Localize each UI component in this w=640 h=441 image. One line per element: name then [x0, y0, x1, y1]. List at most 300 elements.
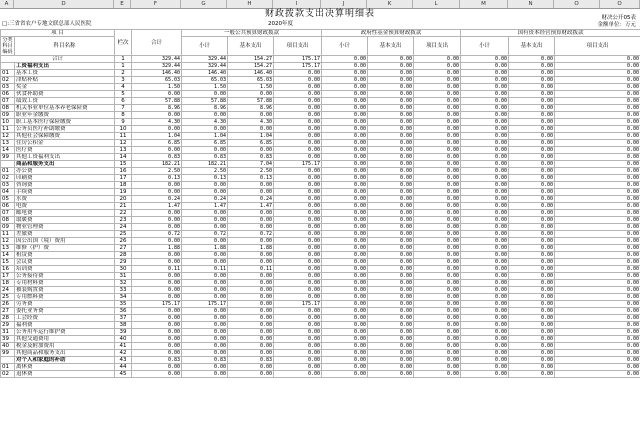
general-subtotal-cell[interactable]: 182.21: [182, 161, 228, 168]
soe-basic-cell[interactable]: 0.00: [509, 266, 555, 273]
general-project-cell[interactable]: 0.00: [274, 77, 322, 84]
general-basic-cell[interactable]: 0.00: [228, 252, 274, 259]
fund-project-cell[interactable]: 0.00: [414, 259, 461, 266]
soe-subtotal-cell[interactable]: 0.00: [461, 224, 509, 231]
column-header-cell[interactable]: K: [367, 0, 413, 8]
soe-subtotal-cell[interactable]: 0.00: [461, 364, 509, 371]
general-subtotal-cell[interactable]: 0.00: [182, 189, 228, 196]
column-header-cell[interactable]: M: [460, 0, 508, 8]
soe-subtotal-cell[interactable]: 0.00: [461, 119, 509, 126]
soe-basic-cell[interactable]: 0.00: [509, 301, 555, 308]
total-cell[interactable]: 0.00: [132, 182, 182, 189]
subject-name-cell[interactable]: 奖金: [15, 84, 115, 91]
general-basic-cell[interactable]: 0.00: [228, 91, 274, 98]
fund-subtotal-cell[interactable]: 0.00: [322, 91, 368, 98]
soe-basic-cell[interactable]: 0.00: [509, 182, 555, 189]
soe-subtotal-cell[interactable]: 0.00: [461, 133, 509, 140]
fund-basic-cell[interactable]: 0.00: [368, 91, 414, 98]
general-project-cell[interactable]: 0.00: [274, 119, 322, 126]
general-project-cell[interactable]: 0.00: [274, 126, 322, 133]
column-header-cell[interactable]: E: [114, 0, 131, 8]
soe-project-cell[interactable]: 0.00: [555, 112, 640, 119]
subject-code-cell[interactable]: 29: [1, 322, 15, 329]
col-no-cell[interactable]: 12: [115, 140, 132, 147]
soe-project-cell[interactable]: 0.00: [555, 280, 640, 287]
general-basic-cell[interactable]: 0.00: [228, 301, 274, 308]
soe-subtotal-cell[interactable]: 0.00: [461, 217, 509, 224]
soe-basic-cell[interactable]: 0.00: [509, 371, 555, 378]
soe-subtotal-cell[interactable]: 0.00: [461, 175, 509, 182]
subject-code-cell[interactable]: 06: [1, 203, 15, 210]
col-no-cell[interactable]: 25: [115, 231, 132, 238]
fund-subtotal-cell[interactable]: 0.00: [322, 301, 368, 308]
general-subtotal-cell[interactable]: 0.00: [182, 273, 228, 280]
general-subtotal-cell[interactable]: 0.83: [182, 154, 228, 161]
total-cell[interactable]: 1.50: [132, 84, 182, 91]
fund-subtotal-cell[interactable]: 0.00: [322, 126, 368, 133]
general-subtotal-cell[interactable]: 0.00: [182, 91, 228, 98]
general-project-cell[interactable]: 175.17: [274, 301, 322, 308]
total-cell[interactable]: 0.00: [132, 371, 182, 378]
soe-project-cell[interactable]: 0.00: [555, 147, 640, 154]
total-cell[interactable]: 2.50: [132, 168, 182, 175]
general-subtotal-cell[interactable]: 175.17: [182, 301, 228, 308]
soe-basic-cell[interactable]: 0.00: [509, 112, 555, 119]
general-subtotal-cell[interactable]: 0.00: [182, 364, 228, 371]
fund-subtotal-cell[interactable]: 0.00: [322, 357, 368, 364]
fund-project-cell[interactable]: 0.00: [414, 252, 461, 259]
general-project-cell[interactable]: 0.00: [274, 336, 322, 343]
soe-basic-cell[interactable]: 0.00: [509, 133, 555, 140]
soe-basic-cell[interactable]: 0.00: [509, 364, 555, 371]
general-subtotal-cell[interactable]: 0.72: [182, 231, 228, 238]
fund-basic-cell[interactable]: 0.00: [368, 336, 414, 343]
soe-project-cell[interactable]: 0.00: [555, 364, 640, 371]
fund-subtotal-cell[interactable]: 0.00: [322, 273, 368, 280]
total-cell[interactable]: 0.00: [132, 364, 182, 371]
general-basic-cell[interactable]: 1.88: [228, 245, 274, 252]
soe-subtotal-cell[interactable]: 0.00: [461, 105, 509, 112]
subject-code-cell[interactable]: 03: [1, 84, 15, 91]
general-basic-cell[interactable]: 0.00: [228, 126, 274, 133]
total-cell[interactable]: 4.30: [132, 119, 182, 126]
fund-project-cell[interactable]: 0.00: [414, 308, 461, 315]
soe-subtotal-cell[interactable]: 0.00: [461, 336, 509, 343]
general-basic-cell[interactable]: 0.00: [228, 322, 274, 329]
col-no-cell[interactable]: 35: [115, 301, 132, 308]
fund-project-cell[interactable]: 0.00: [414, 168, 461, 175]
col-no-cell[interactable]: 6: [115, 98, 132, 105]
subject-name-cell[interactable]: 职业年金缴费: [15, 112, 115, 119]
fund-basic-cell[interactable]: 0.00: [368, 308, 414, 315]
col-no-cell[interactable]: 32: [115, 280, 132, 287]
col-no-cell[interactable]: 17: [115, 175, 132, 182]
fund-basic-cell[interactable]: 0.00: [368, 252, 414, 259]
subject-name-cell[interactable]: 电费: [15, 203, 115, 210]
general-subtotal-cell[interactable]: 0.83: [182, 357, 228, 364]
general-project-cell[interactable]: 0.00: [274, 371, 322, 378]
general-project-cell[interactable]: 0.00: [274, 147, 322, 154]
soe-subtotal-cell[interactable]: 0.00: [461, 70, 509, 77]
general-basic-cell[interactable]: 0.00: [228, 147, 274, 154]
general-subtotal-cell[interactable]: 0.00: [182, 287, 228, 294]
fund-subtotal-cell[interactable]: 0.00: [322, 371, 368, 378]
soe-basic-cell[interactable]: 0.00: [509, 294, 555, 301]
soe-project-cell[interactable]: 0.00: [555, 217, 640, 224]
general-subtotal-cell[interactable]: 4.30: [182, 119, 228, 126]
fund-basic-cell[interactable]: 0.00: [368, 70, 414, 77]
soe-project-cell[interactable]: 0.00: [555, 308, 640, 315]
subject-name-cell[interactable]: 培训费: [15, 266, 115, 273]
subject-name-cell[interactable]: 对个人和家庭的补助: [15, 357, 115, 364]
general-project-cell[interactable]: 175.17: [274, 63, 322, 70]
fund-subtotal-cell[interactable]: 0.00: [322, 105, 368, 112]
general-basic-cell[interactable]: 1.47: [228, 203, 274, 210]
fund-project-cell[interactable]: 0.00: [414, 371, 461, 378]
general-project-cell[interactable]: 0.00: [274, 91, 322, 98]
fund-project-cell[interactable]: 0.00: [414, 84, 461, 91]
subject-code-cell[interactable]: 07: [1, 98, 15, 105]
soe-basic-cell[interactable]: 0.00: [509, 273, 555, 280]
general-basic-cell[interactable]: 0.00: [228, 280, 274, 287]
col-no-cell[interactable]: 44: [115, 364, 132, 371]
total-cell[interactable]: 0.83: [132, 357, 182, 364]
soe-subtotal-cell[interactable]: 0.00: [461, 322, 509, 329]
soe-basic-cell[interactable]: 0.00: [509, 336, 555, 343]
col-no-cell[interactable]: 31: [115, 273, 132, 280]
general-project-cell[interactable]: 175.17: [274, 161, 322, 168]
fund-subtotal-cell[interactable]: 0.00: [322, 259, 368, 266]
soe-basic-cell[interactable]: 0.00: [509, 350, 555, 357]
general-basic-cell[interactable]: 0.00: [228, 210, 274, 217]
subject-name-cell[interactable]: 咨询费: [15, 182, 115, 189]
general-subtotal-cell[interactable]: 0.00: [182, 336, 228, 343]
subject-code-cell[interactable]: 12: [1, 133, 15, 140]
soe-subtotal-cell[interactable]: 0.00: [461, 273, 509, 280]
general-subtotal-cell[interactable]: 329.44: [182, 63, 228, 70]
column-header-cell[interactable]: N: [508, 0, 554, 8]
col-no-cell[interactable]: 42: [115, 350, 132, 357]
soe-basic-cell[interactable]: 0.00: [509, 63, 555, 70]
fund-subtotal-cell[interactable]: 0.00: [322, 112, 368, 119]
fund-basic-cell[interactable]: 0.00: [368, 105, 414, 112]
subject-code-cell[interactable]: 12: [1, 238, 15, 245]
general-basic-cell[interactable]: 0.00: [228, 112, 274, 119]
soe-basic-cell[interactable]: 0.00: [509, 322, 555, 329]
fund-project-cell[interactable]: 0.00: [414, 112, 461, 119]
total-cell[interactable]: 65.03: [132, 77, 182, 84]
subject-name-cell[interactable]: 机关事业单位基本养老保险费: [15, 105, 115, 112]
soe-basic-cell[interactable]: 0.00: [509, 308, 555, 315]
col-no-cell[interactable]: 8: [115, 112, 132, 119]
subject-name-cell[interactable]: 劳务费: [15, 301, 115, 308]
soe-project-cell[interactable]: 0.00: [555, 259, 640, 266]
fund-subtotal-cell[interactable]: 0.00: [322, 280, 368, 287]
fund-project-cell[interactable]: 0.00: [414, 231, 461, 238]
subject-name-cell[interactable]: 其他商品和服务支出: [15, 350, 115, 357]
total-row-no[interactable]: 1: [115, 56, 132, 63]
soe-basic-cell[interactable]: 0.00: [509, 245, 555, 252]
fund-basic-cell[interactable]: 0.00: [368, 294, 414, 301]
general-project-cell[interactable]: 0.00: [274, 210, 322, 217]
subject-name-cell[interactable]: 绩效工资: [15, 98, 115, 105]
soe-basic-cell[interactable]: 0.00: [509, 189, 555, 196]
soe-subtotal-cell[interactable]: 0.00: [461, 98, 509, 105]
soe-project-cell[interactable]: 0.00: [555, 343, 640, 350]
general-subtotal-cell[interactable]: 65.03: [182, 77, 228, 84]
fund-subtotal-cell[interactable]: 0.00: [322, 224, 368, 231]
subject-code-cell[interactable]: 31: [1, 329, 15, 336]
col-no-cell[interactable]: 30: [115, 266, 132, 273]
fund-project-cell[interactable]: 0.00: [414, 238, 461, 245]
subject-code-cell[interactable]: 14: [1, 252, 15, 259]
subject-name-cell[interactable]: 税金及附加费用: [15, 343, 115, 350]
subject-name-cell[interactable]: 其他交通费用: [15, 336, 115, 343]
subject-name-cell[interactable]: 工会经费: [15, 315, 115, 322]
total-cell[interactable]: 0.00: [132, 259, 182, 266]
soe-subtotal-cell[interactable]: 0.00: [461, 350, 509, 357]
general-project-cell[interactable]: 0.00: [274, 70, 322, 77]
fund-project-cell[interactable]: 0.00: [414, 217, 461, 224]
soe-basic-cell[interactable]: 0.00: [509, 84, 555, 91]
fund-project-cell[interactable]: 0.00: [414, 91, 461, 98]
soe-subtotal-cell[interactable]: 0.00: [461, 161, 509, 168]
total-row-label[interactable]: 合计: [1, 56, 115, 63]
general-project-cell[interactable]: 0.00: [274, 322, 322, 329]
subject-name-cell[interactable]: 津贴补贴: [15, 77, 115, 84]
general-project-cell[interactable]: 0.00: [274, 259, 322, 266]
fund-project-cell[interactable]: 0.00: [414, 70, 461, 77]
soe-subtotal-cell[interactable]: 0.00: [461, 357, 509, 364]
general-project-cell[interactable]: 0.00: [274, 287, 322, 294]
general-basic-cell[interactable]: 0.00: [228, 189, 274, 196]
subject-name-cell[interactable]: 医疗费: [15, 147, 115, 154]
fund-basic-cell[interactable]: 0.00: [368, 315, 414, 322]
fund-basic-cell[interactable]: 0.00: [368, 217, 414, 224]
fund-project-cell[interactable]: 0.00: [414, 357, 461, 364]
total-cell[interactable]: 146.40: [132, 70, 182, 77]
fund-subtotal-cell[interactable]: 0.00: [322, 84, 368, 91]
fund-basic-cell[interactable]: 0.00: [368, 140, 414, 147]
general-subtotal-cell[interactable]: 0.00: [182, 350, 228, 357]
fund-basic-cell[interactable]: 0.00: [368, 245, 414, 252]
fund-basic-cell[interactable]: 0.00: [368, 287, 414, 294]
fund-basic-cell[interactable]: 0.00: [368, 133, 414, 140]
total-row-soe-subtotal[interactable]: 0.00: [461, 56, 509, 63]
col-no-cell[interactable]: 2: [115, 70, 132, 77]
general-basic-cell[interactable]: 0.83: [228, 357, 274, 364]
general-subtotal-cell[interactable]: 1.88: [182, 245, 228, 252]
total-cell[interactable]: 0.00: [132, 287, 182, 294]
general-basic-cell[interactable]: 0.00: [228, 273, 274, 280]
general-basic-cell[interactable]: 0.00: [228, 294, 274, 301]
soe-project-cell[interactable]: 0.00: [555, 315, 640, 322]
total-cell[interactable]: 0.00: [132, 315, 182, 322]
soe-basic-cell[interactable]: 0.00: [509, 280, 555, 287]
soe-project-cell[interactable]: 0.00: [555, 161, 640, 168]
fund-project-cell[interactable]: 0.00: [414, 287, 461, 294]
soe-subtotal-cell[interactable]: 0.00: [461, 238, 509, 245]
fund-basic-cell[interactable]: 0.00: [368, 203, 414, 210]
subject-code-cell[interactable]: [1, 63, 15, 70]
general-project-cell[interactable]: 0.00: [274, 224, 322, 231]
general-basic-cell[interactable]: 0.00: [228, 371, 274, 378]
soe-project-cell[interactable]: 0.00: [555, 105, 640, 112]
total-cell[interactable]: 0.24: [132, 196, 182, 203]
fund-project-cell[interactable]: 0.00: [414, 126, 461, 133]
total-row-subtotal[interactable]: 329.44: [182, 56, 228, 63]
fund-subtotal-cell[interactable]: 0.00: [322, 245, 368, 252]
general-subtotal-cell[interactable]: 0.00: [182, 371, 228, 378]
soe-basic-cell[interactable]: 0.00: [509, 315, 555, 322]
soe-basic-cell[interactable]: 0.00: [509, 329, 555, 336]
fund-basic-cell[interactable]: 0.00: [368, 280, 414, 287]
total-cell[interactable]: 0.00: [132, 112, 182, 119]
subject-name-cell[interactable]: 被装购置费: [15, 287, 115, 294]
col-no-cell[interactable]: 26: [115, 238, 132, 245]
fund-project-cell[interactable]: 0.00: [414, 175, 461, 182]
soe-project-cell[interactable]: 0.00: [555, 175, 640, 182]
fund-project-cell[interactable]: 0.00: [414, 322, 461, 329]
soe-subtotal-cell[interactable]: 0.00: [461, 287, 509, 294]
general-subtotal-cell[interactable]: 0.00: [182, 252, 228, 259]
fund-subtotal-cell[interactable]: 0.00: [322, 315, 368, 322]
soe-subtotal-cell[interactable]: 0.00: [461, 112, 509, 119]
subject-name-cell[interactable]: 基本工资: [15, 70, 115, 77]
soe-subtotal-cell[interactable]: 0.00: [461, 280, 509, 287]
general-subtotal-cell[interactable]: 0.00: [182, 224, 228, 231]
fund-project-cell[interactable]: 0.00: [414, 315, 461, 322]
total-cell[interactable]: 0.72: [132, 231, 182, 238]
subject-name-cell[interactable]: 工资福利支出: [15, 63, 115, 70]
soe-subtotal-cell[interactable]: 0.00: [461, 91, 509, 98]
general-basic-cell[interactable]: 0.00: [228, 350, 274, 357]
fund-basic-cell[interactable]: 0.00: [368, 147, 414, 154]
general-project-cell[interactable]: 0.00: [274, 329, 322, 336]
subject-code-cell[interactable]: 24: [1, 287, 15, 294]
column-header-cell[interactable]: G: [181, 0, 227, 8]
col-no-cell[interactable]: 24: [115, 224, 132, 231]
general-basic-cell[interactable]: 0.00: [228, 315, 274, 322]
subject-code-cell[interactable]: 11: [1, 126, 15, 133]
fund-basic-cell[interactable]: 0.00: [368, 98, 414, 105]
soe-basic-cell[interactable]: 0.00: [509, 70, 555, 77]
subject-code-cell[interactable]: 99: [1, 154, 15, 161]
general-basic-cell[interactable]: 0.00: [228, 287, 274, 294]
fund-subtotal-cell[interactable]: 0.00: [322, 238, 368, 245]
soe-project-cell[interactable]: 0.00: [555, 70, 640, 77]
col-no-cell[interactable]: 45: [115, 371, 132, 378]
subject-code-cell[interactable]: 25: [1, 294, 15, 301]
fund-project-cell[interactable]: 0.00: [414, 154, 461, 161]
soe-project-cell[interactable]: 0.00: [555, 336, 640, 343]
general-project-cell[interactable]: 0.00: [274, 196, 322, 203]
soe-project-cell[interactable]: 0.00: [555, 231, 640, 238]
fund-subtotal-cell[interactable]: 0.00: [322, 287, 368, 294]
fund-project-cell[interactable]: 0.00: [414, 245, 461, 252]
soe-project-cell[interactable]: 0.00: [555, 119, 640, 126]
column-header-cell[interactable]: J: [321, 0, 367, 8]
fund-subtotal-cell[interactable]: 0.00: [322, 140, 368, 147]
fund-subtotal-cell[interactable]: 0.00: [322, 203, 368, 210]
subject-code-cell[interactable]: 39: [1, 336, 15, 343]
total-cell[interactable]: 1.88: [132, 245, 182, 252]
total-row-fund-subtotal[interactable]: 0.00: [322, 56, 368, 63]
general-project-cell[interactable]: 0.00: [274, 203, 322, 210]
soe-subtotal-cell[interactable]: 0.00: [461, 245, 509, 252]
subject-name-cell[interactable]: 委托业务费: [15, 308, 115, 315]
col-no-cell[interactable]: 38: [115, 322, 132, 329]
soe-project-cell[interactable]: 0.00: [555, 133, 640, 140]
general-project-cell[interactable]: 0.00: [274, 175, 322, 182]
general-basic-cell[interactable]: 0.00: [228, 329, 274, 336]
total-cell[interactable]: 0.00: [132, 217, 182, 224]
general-project-cell[interactable]: 0.00: [274, 231, 322, 238]
soe-project-cell[interactable]: 0.00: [555, 203, 640, 210]
subject-name-cell[interactable]: 公务员医疗补助缴费: [15, 126, 115, 133]
fund-basic-cell[interactable]: 0.00: [368, 231, 414, 238]
general-project-cell[interactable]: 0.00: [274, 189, 322, 196]
fund-subtotal-cell[interactable]: 0.00: [322, 217, 368, 224]
subject-code-cell[interactable]: 04: [1, 189, 15, 196]
fund-project-cell[interactable]: 0.00: [414, 98, 461, 105]
general-basic-cell[interactable]: 0.00: [228, 343, 274, 350]
fund-project-cell[interactable]: 0.00: [414, 336, 461, 343]
total-cell[interactable]: 0.83: [132, 154, 182, 161]
soe-project-cell[interactable]: 0.00: [555, 329, 640, 336]
soe-subtotal-cell[interactable]: 0.00: [461, 77, 509, 84]
soe-project-cell[interactable]: 0.00: [555, 245, 640, 252]
total-cell[interactable]: 0.00: [132, 147, 182, 154]
general-basic-cell[interactable]: 2.50: [228, 168, 274, 175]
general-subtotal-cell[interactable]: 2.50: [182, 168, 228, 175]
subject-name-cell[interactable]: 差旅费: [15, 231, 115, 238]
general-basic-cell[interactable]: 0.83: [228, 154, 274, 161]
subject-name-cell[interactable]: 手续费: [15, 189, 115, 196]
soe-project-cell[interactable]: 0.00: [555, 238, 640, 245]
general-subtotal-cell[interactable]: 0.00: [182, 343, 228, 350]
soe-project-cell[interactable]: 0.00: [555, 273, 640, 280]
total-cell[interactable]: 0.00: [132, 280, 182, 287]
general-project-cell[interactable]: 0.00: [274, 154, 322, 161]
general-project-cell[interactable]: 0.00: [274, 280, 322, 287]
general-project-cell[interactable]: 0.00: [274, 343, 322, 350]
total-cell[interactable]: 0.00: [132, 343, 182, 350]
subject-name-cell[interactable]: 物业管理费: [15, 224, 115, 231]
general-basic-cell[interactable]: 65.03: [228, 77, 274, 84]
soe-subtotal-cell[interactable]: 0.00: [461, 147, 509, 154]
soe-subtotal-cell[interactable]: 0.00: [461, 294, 509, 301]
column-header-cell[interactable]: F: [131, 0, 181, 8]
fund-project-cell[interactable]: 0.00: [414, 182, 461, 189]
general-subtotal-cell[interactable]: 0.00: [182, 238, 228, 245]
total-row-soe-project[interactable]: 0.00: [555, 56, 640, 63]
col-no-cell[interactable]: 19: [115, 189, 132, 196]
total-cell[interactable]: 175.17: [132, 301, 182, 308]
general-project-cell[interactable]: 0.00: [274, 273, 322, 280]
fund-basic-cell[interactable]: 0.00: [368, 196, 414, 203]
column-header-cell[interactable]: H: [227, 0, 273, 8]
subject-name-cell[interactable]: 退休费: [15, 371, 115, 378]
general-project-cell[interactable]: 0.00: [274, 98, 322, 105]
soe-project-cell[interactable]: 0.00: [555, 140, 640, 147]
soe-subtotal-cell[interactable]: 0.00: [461, 63, 509, 70]
general-project-cell[interactable]: 0.00: [274, 245, 322, 252]
general-subtotal-cell[interactable]: 0.00: [182, 315, 228, 322]
total-cell[interactable]: 0.00: [132, 224, 182, 231]
subject-code-cell[interactable]: 02: [1, 77, 15, 84]
general-project-cell[interactable]: 0.00: [274, 294, 322, 301]
